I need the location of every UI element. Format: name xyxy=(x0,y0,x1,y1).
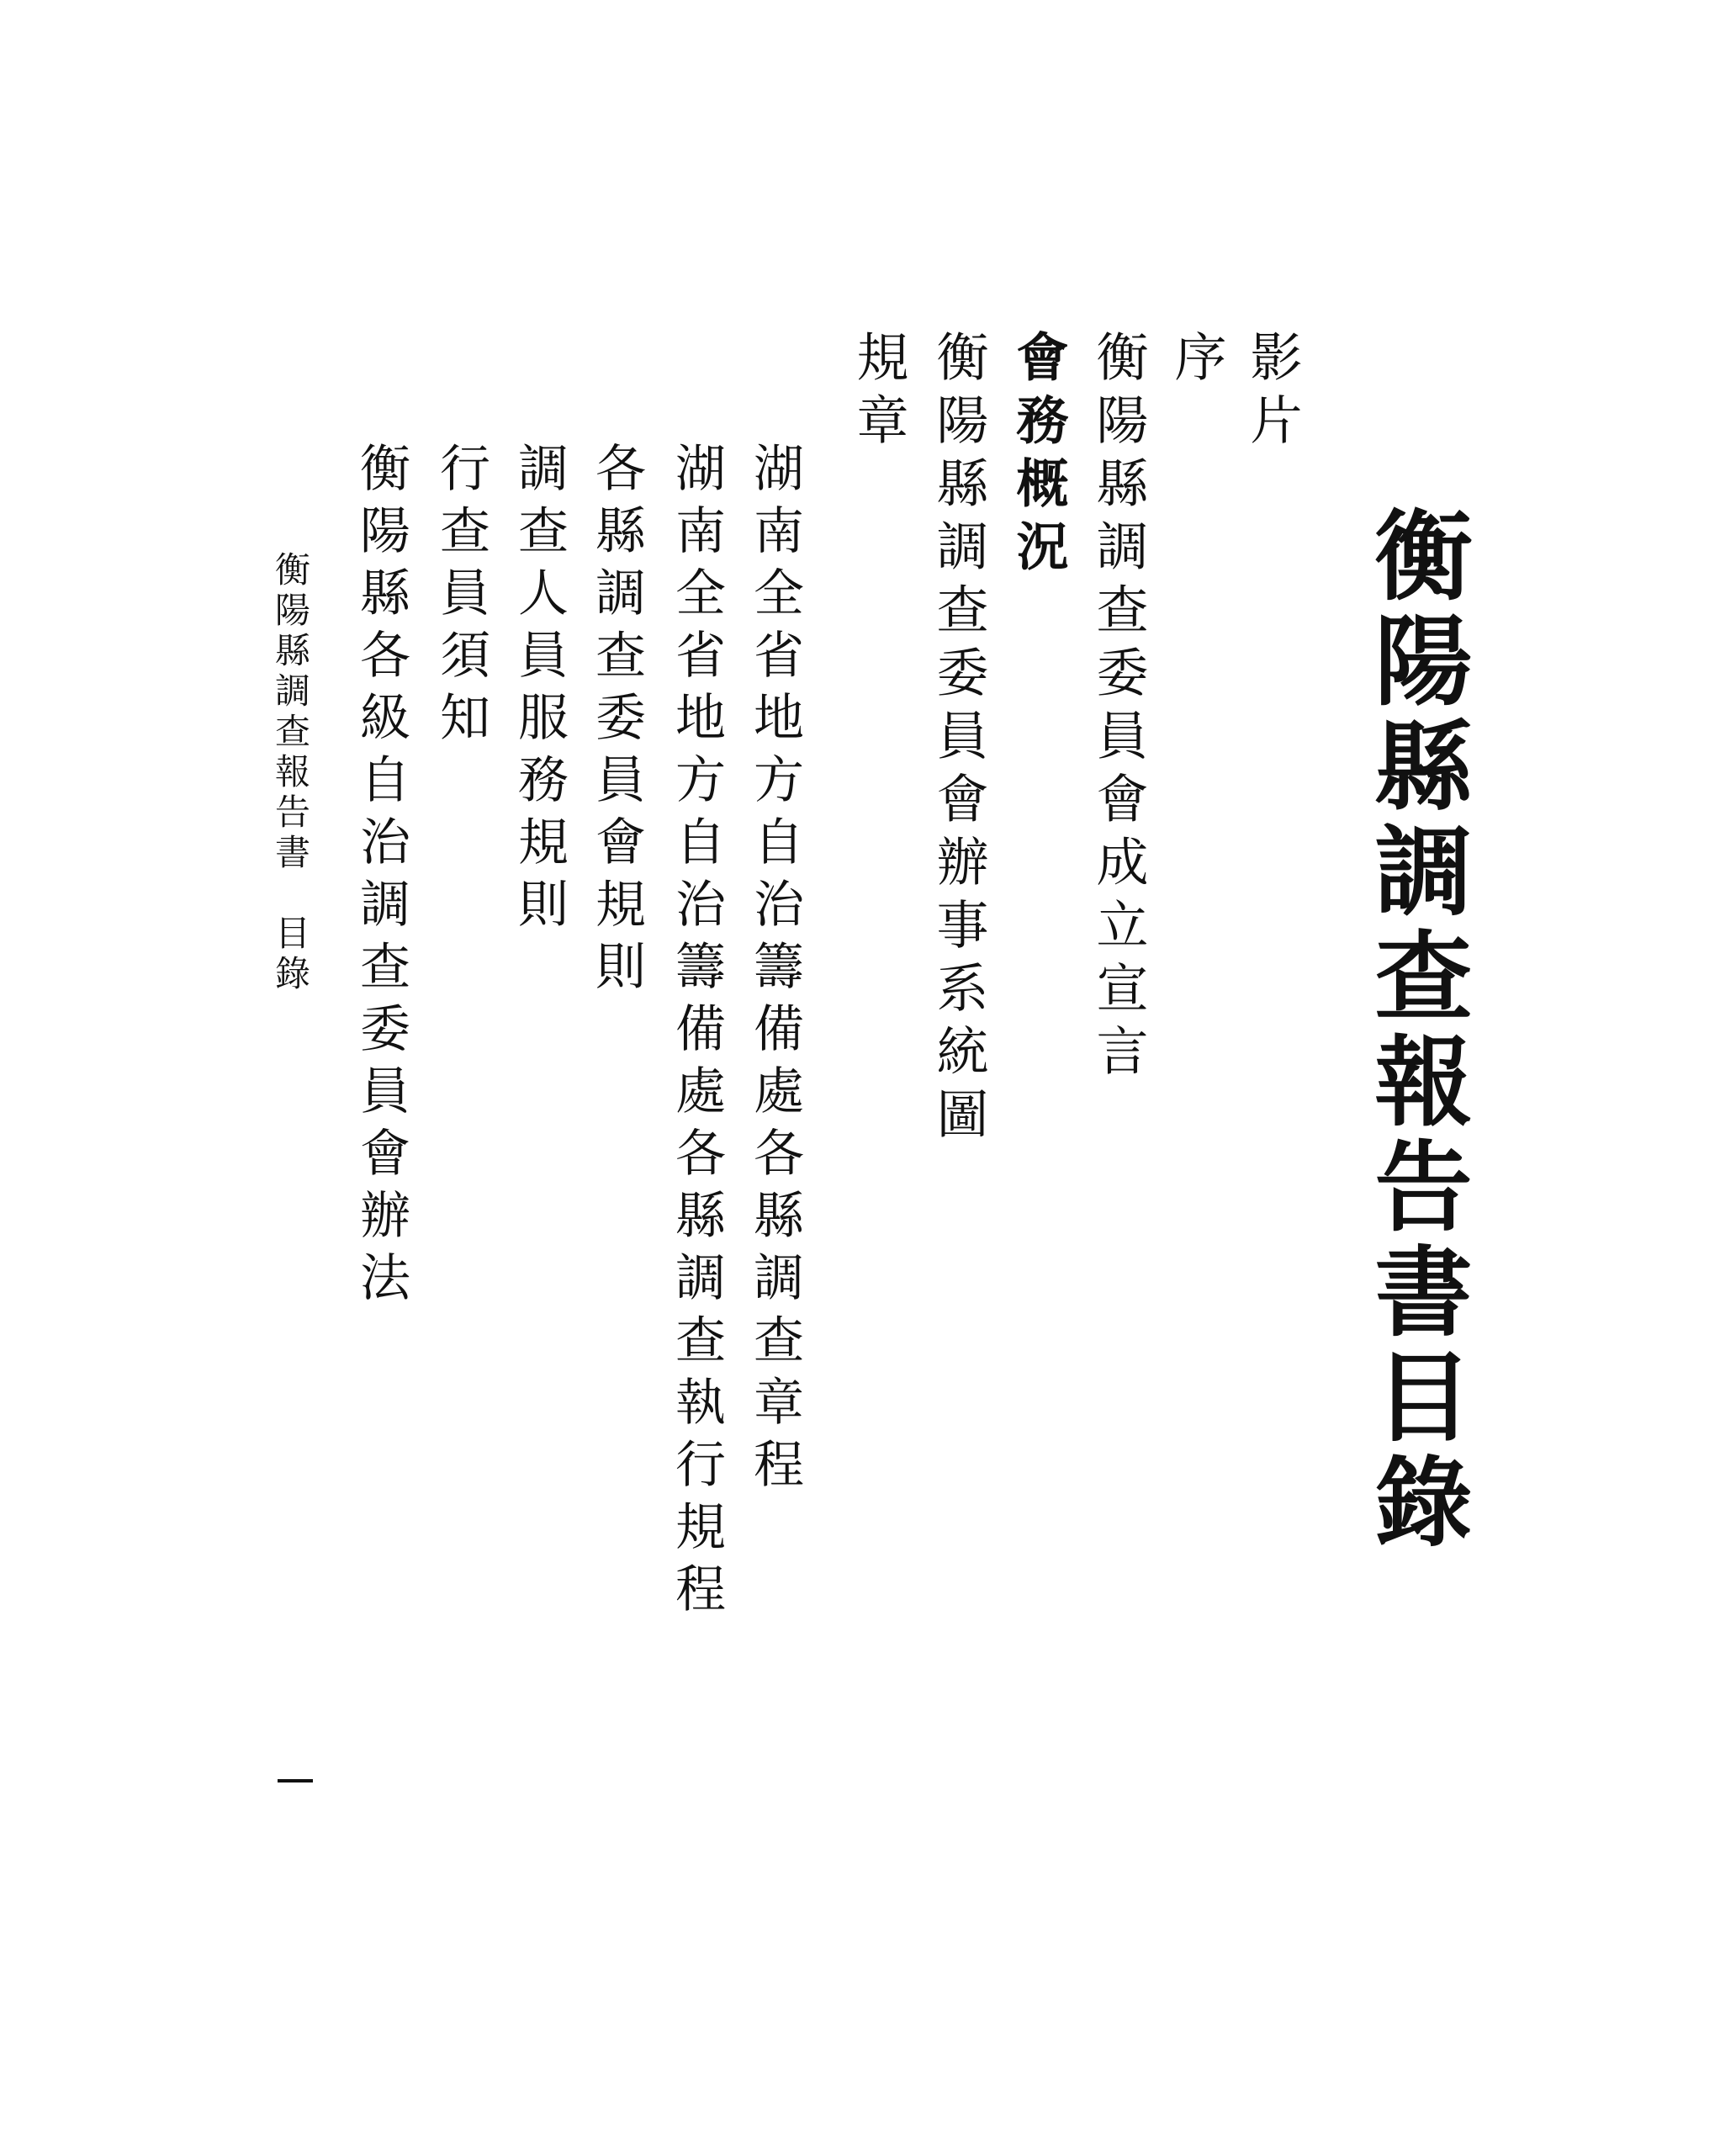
toc-entry-regulations: 規章 xyxy=(848,330,909,456)
running-header: 衡陽縣調查報告書 目錄 xyxy=(270,551,311,995)
toc-subentry-staff-service-rules: 調查人員服務規則 xyxy=(510,442,569,940)
toc-entry-preface: 序 xyxy=(1166,330,1227,393)
toc-subentry-survey-charter: 湖南全省地方自治籌備處各縣調查章程 xyxy=(745,442,804,1500)
toc-entry-declaration: 衡陽縣調查委員會成立宣言 xyxy=(1088,330,1149,1087)
toc-entry-organization-chart: 衡陽縣調查委員會辦事系統圖 xyxy=(928,330,989,1150)
toc-entry-affairs-overview: 會務概況 xyxy=(1008,330,1069,582)
toc-subentry-committee-measures: 衡陽縣各級自治調查委員會辦法 xyxy=(352,442,410,1313)
document-title: 衡陽縣調查報告書目錄 xyxy=(1358,505,1473,1556)
toc-subentry-survey-execution-rules: 湖南全省地方自治籌備處各縣調查執行規程 xyxy=(667,442,726,1624)
toc-subentry-committee-rules: 各縣調查委員會規則 xyxy=(587,442,646,1002)
toc-subentry-investigator-notes: 行查員須知 xyxy=(431,442,490,753)
toc-entry-photos: 影片 xyxy=(1241,330,1303,456)
page-number xyxy=(278,1779,313,1782)
